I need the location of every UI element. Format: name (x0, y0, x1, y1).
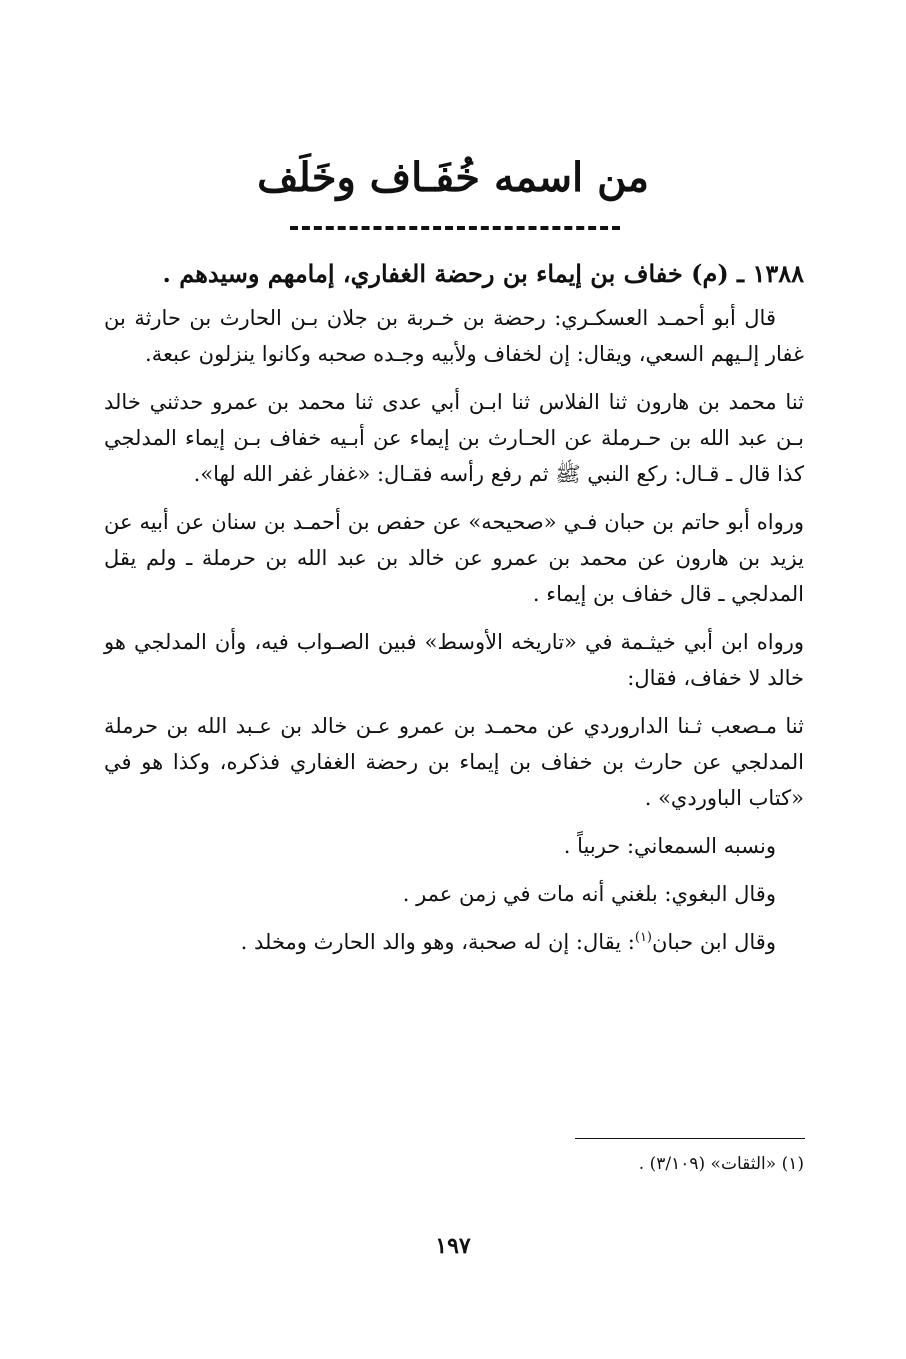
paragraph-4: ورواه ابن أبي خيثـمة في «تاريخه الأوسط» فبين الصـواب فيه، وأن المدلجي هو خالد لا خفاف، فقال: (104, 630, 804, 690)
footnote-marker: (١) (634, 930, 652, 945)
title-divider (290, 226, 620, 230)
footnote-divider (575, 1138, 805, 1139)
paragraph-8 (104, 924, 804, 960)
paragraph-1: قال أبو أحمـد العسكـري: رحضة بن خـربة بن جلان بـن الحارث بن حارثة بن غفار إلـيهم السعي، ويقال: إن لخفاف ولأبيه وجـده صحبه وكانوا ينزلون عبعة. (104, 306, 804, 366)
paragraph-8-start: وقال ابن حبان (652, 930, 776, 954)
page-number: ١٩٧ (435, 1233, 471, 1259)
entry-heading: ١٣٨٨ ـ (م) خفاف بن إيماء بن رحضة الغفاري، إمامهم وسيدهم . (162, 259, 804, 288)
paragraph-8-end: : يقال: إن له صحبة، وهو والد الحارث ومخلد . (240, 930, 635, 954)
chapter-title: من اسمه خُفَـاف وخَلَف (257, 154, 649, 201)
paragraph-3: ورواه أبو حاتم بن حبان فـي «صحيحه» عن حفص بن أحمـد بن سنان عن أبيه عن يزيد بن هارون عن محمد بن عمرو عن خالد بن عبد الله بن حرملة ـ ولم يقل المدلجي ـ قال خفاف بن إيماء . (104, 510, 804, 606)
paragraph-6: ونسبه السمعاني: حربياً . (563, 834, 776, 858)
paragraph-5: ثنا مـصعب ثـنا الداروردي عن محمـد بن عمرو عـن خالد بن عـبد الله بن حرملة المدلجي عن حارث بن خفاف بن إيماء بن رحضة الغفاري فذكره، وكذا هو في «كتاب الباوردي» . (104, 714, 804, 810)
paragraph-7: وقال البغوي: بلغني أنه مات في زمن عمر . (402, 882, 776, 906)
page-body (104, 256, 804, 972)
footnote: (١) «الثقات» (٣/١٠٩) . (638, 1154, 804, 1174)
paragraph-2: ثنا محمد بن هارون ثنا الفلاس ثنا ابـن أبي عدى ثنا محمد بن عمرو حدثني خالد بـن عبد الله بن حـرملة عن الحـارث بن إيماء عن أبـيه خفاف بـن إيماء المدلجي كذا قال ـ قـال: ركع النبي ﷺ ثم رفع رأسه فقـال: «غفار غفر الله لها». (104, 390, 804, 486)
